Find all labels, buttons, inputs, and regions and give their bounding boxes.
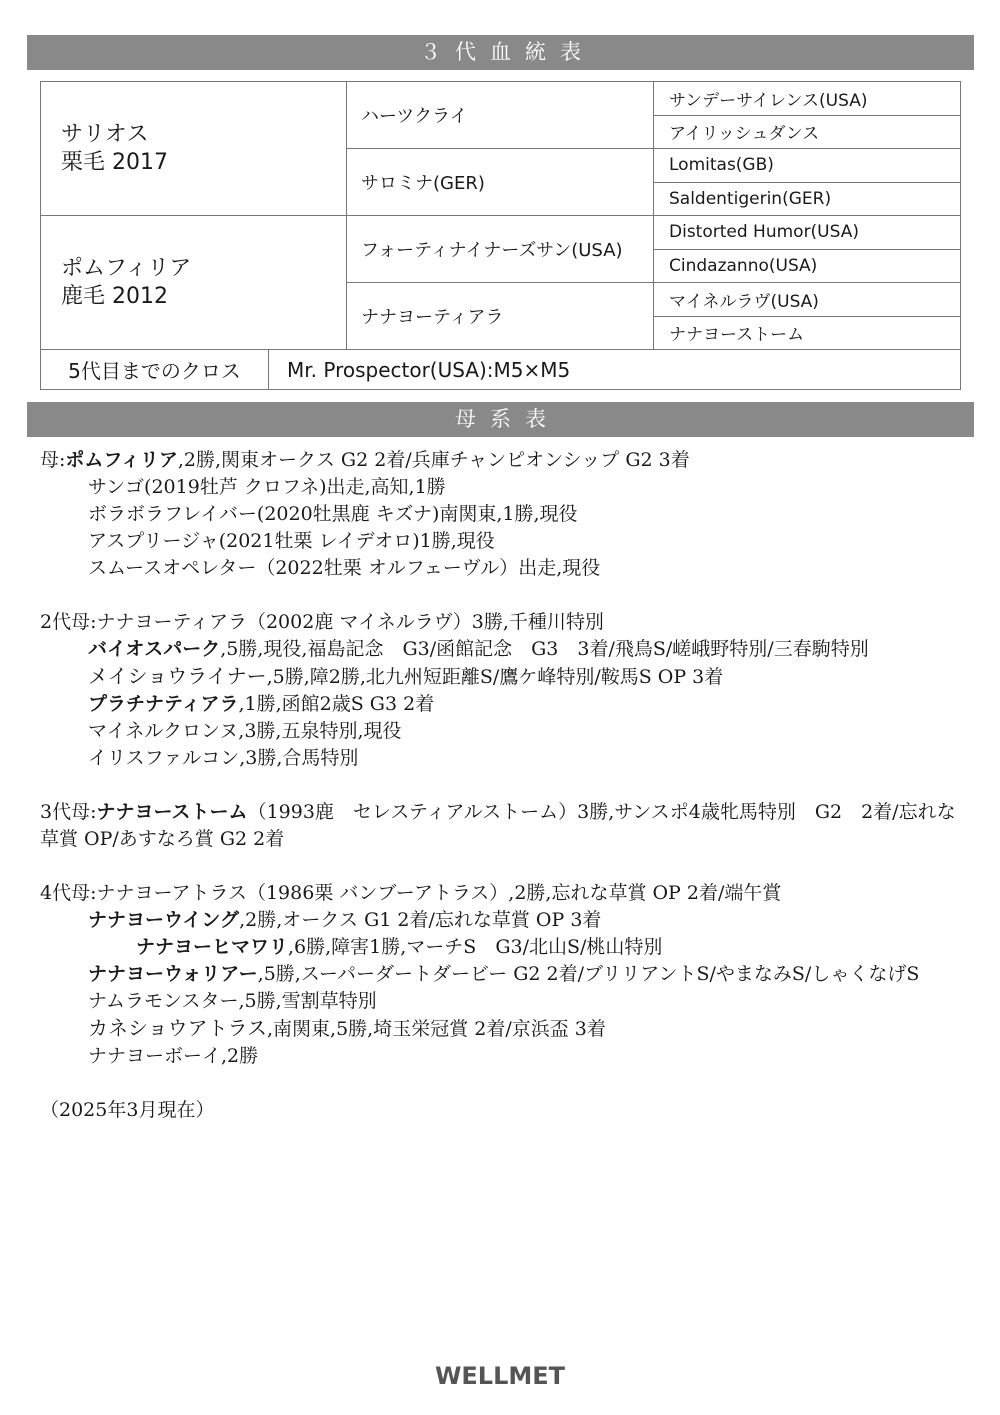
damline-title-band <box>27 402 974 437</box>
cross-label: 5代目までのクロス <box>41 350 269 389</box>
list-item: メイショウライナー,5勝,障2勝,北九州短距離S/鷹ケ峰特別/鞍馬S OP 3着 <box>88 664 724 688</box>
gen3-cell: サンデーサイレンス(USA) <box>654 82 960 116</box>
gen3-cell: マイネルラヴ(USA) <box>654 283 960 317</box>
gen2-cell: サロミナ(GER) <box>347 149 654 216</box>
pedigree-title: ３代血統表 <box>420 40 595 64</box>
list-item: ナムラモンスター,5勝,雪割草特別 <box>88 990 377 1012</box>
gen3-cell: Saldentigerin(GER) <box>654 183 960 217</box>
gen2-cell: フォーティナイナーズサン(USA) <box>347 216 654 283</box>
pedigree-title-band <box>27 35 974 70</box>
gen2-cell: ナナヨーティアラ <box>347 283 654 350</box>
g2-line: 2代母:ナナヨーティアラ（2002鹿 マイネルラヴ）3勝,千種川特別 <box>40 611 604 633</box>
footnote: （2025年3月現在） <box>40 1099 215 1121</box>
sire-detail: 栗毛 2017 <box>61 149 168 175</box>
cross-value: Mr. Prospector(USA):M5×M5 <box>287 357 571 382</box>
list-item: ナナヨーウォリアー,5勝,スーパーダートダービー G2 2着/ブリリアントS/やまなみS/しゃくなげS <box>88 963 920 985</box>
gen3-cell: ナナヨーストーム <box>654 317 960 351</box>
list-item: ナナヨーウイング,2勝,オークス G1 2着/忘れな草賞 OP 3着 <box>88 909 602 931</box>
dam-detail: 鹿毛 2012 <box>61 283 168 309</box>
list-item: プラチナティアラ,1勝,函館2歳S G3 2着 <box>88 693 435 715</box>
dam-line: 母:ポムフィリア,2勝,関東オークス G2 2着/兵庫チャンピオンシップ G2 3着 <box>40 449 690 471</box>
gen3-cell: Cindazanno(USA) <box>654 250 960 284</box>
list-item: ボラボラフレイバー(2020牡黒鹿 キズナ)南関東,1勝,現役 <box>88 503 578 525</box>
list-item: カネショウアトラス,南関東,5勝,埼玉栄冠賞 2着/京浜盃 3着 <box>88 1016 606 1040</box>
pedigree-table <box>40 81 961 390</box>
list-item: ナナヨーボーイ,2勝 <box>88 1045 259 1067</box>
dam-horse-name: ポムフィリア <box>65 449 178 471</box>
damline-title: 母系表 <box>455 407 560 431</box>
list-item: イリスファルコン,3勝,合馬特別 <box>88 747 359 769</box>
damline-body <box>40 447 965 1124</box>
sire-name: サリオス <box>61 121 149 147</box>
dam-name: ポムフィリア <box>61 255 192 281</box>
gen3-cell: Distorted Humor(USA) <box>654 216 960 250</box>
list-item: アスプリージャ(2021牡栗 レイデオロ)1勝,現役 <box>88 530 495 552</box>
gen3-cell: Lomitas(GB) <box>654 149 960 183</box>
list-item: スムースオペレター（2022牡栗 オルフェーヴル）出走,現役 <box>88 557 601 579</box>
gen3-cell: アイリッシュダンス <box>654 116 960 150</box>
list-item: マイネルクロンヌ,3勝,五泉特別,現役 <box>88 720 402 742</box>
wellmet-logo: WELLMET <box>434 1362 566 1390</box>
gen2-cell: ハーツクライ <box>347 82 654 149</box>
g3-line: 3代母:ナナヨーストーム（1993鹿 セレスティアルストーム）3勝,サンスポ4歳牝馬特別 G2 2着/忘れな草賞 OP/あすなろ賞 G2 2着 <box>40 801 956 850</box>
list-item: ナナヨーヒマワリ,6勝,障害1勝,マーチS G3/北山S/桃山特別 <box>136 936 663 958</box>
sire-cell <box>41 82 347 216</box>
list-item: バイオスパーク,5勝,現役,福島記念 G3/函館記念 G3 3着/飛鳥S/嵯峨野特別/三春駒特別 <box>88 638 869 660</box>
dam-foal-list <box>40 474 965 582</box>
g4-line: 4代母:ナナヨーアトラス（1986栗 バンブーアトラス）,2勝,忘れな草賞 OP 2着/端午賞 <box>40 882 782 904</box>
g3-horse-name: ナナヨーストーム <box>96 801 248 823</box>
list-item: サンゴ(2019牡芦 クロフネ)出走,高知,1勝 <box>88 476 446 498</box>
dam-cell <box>41 216 347 350</box>
